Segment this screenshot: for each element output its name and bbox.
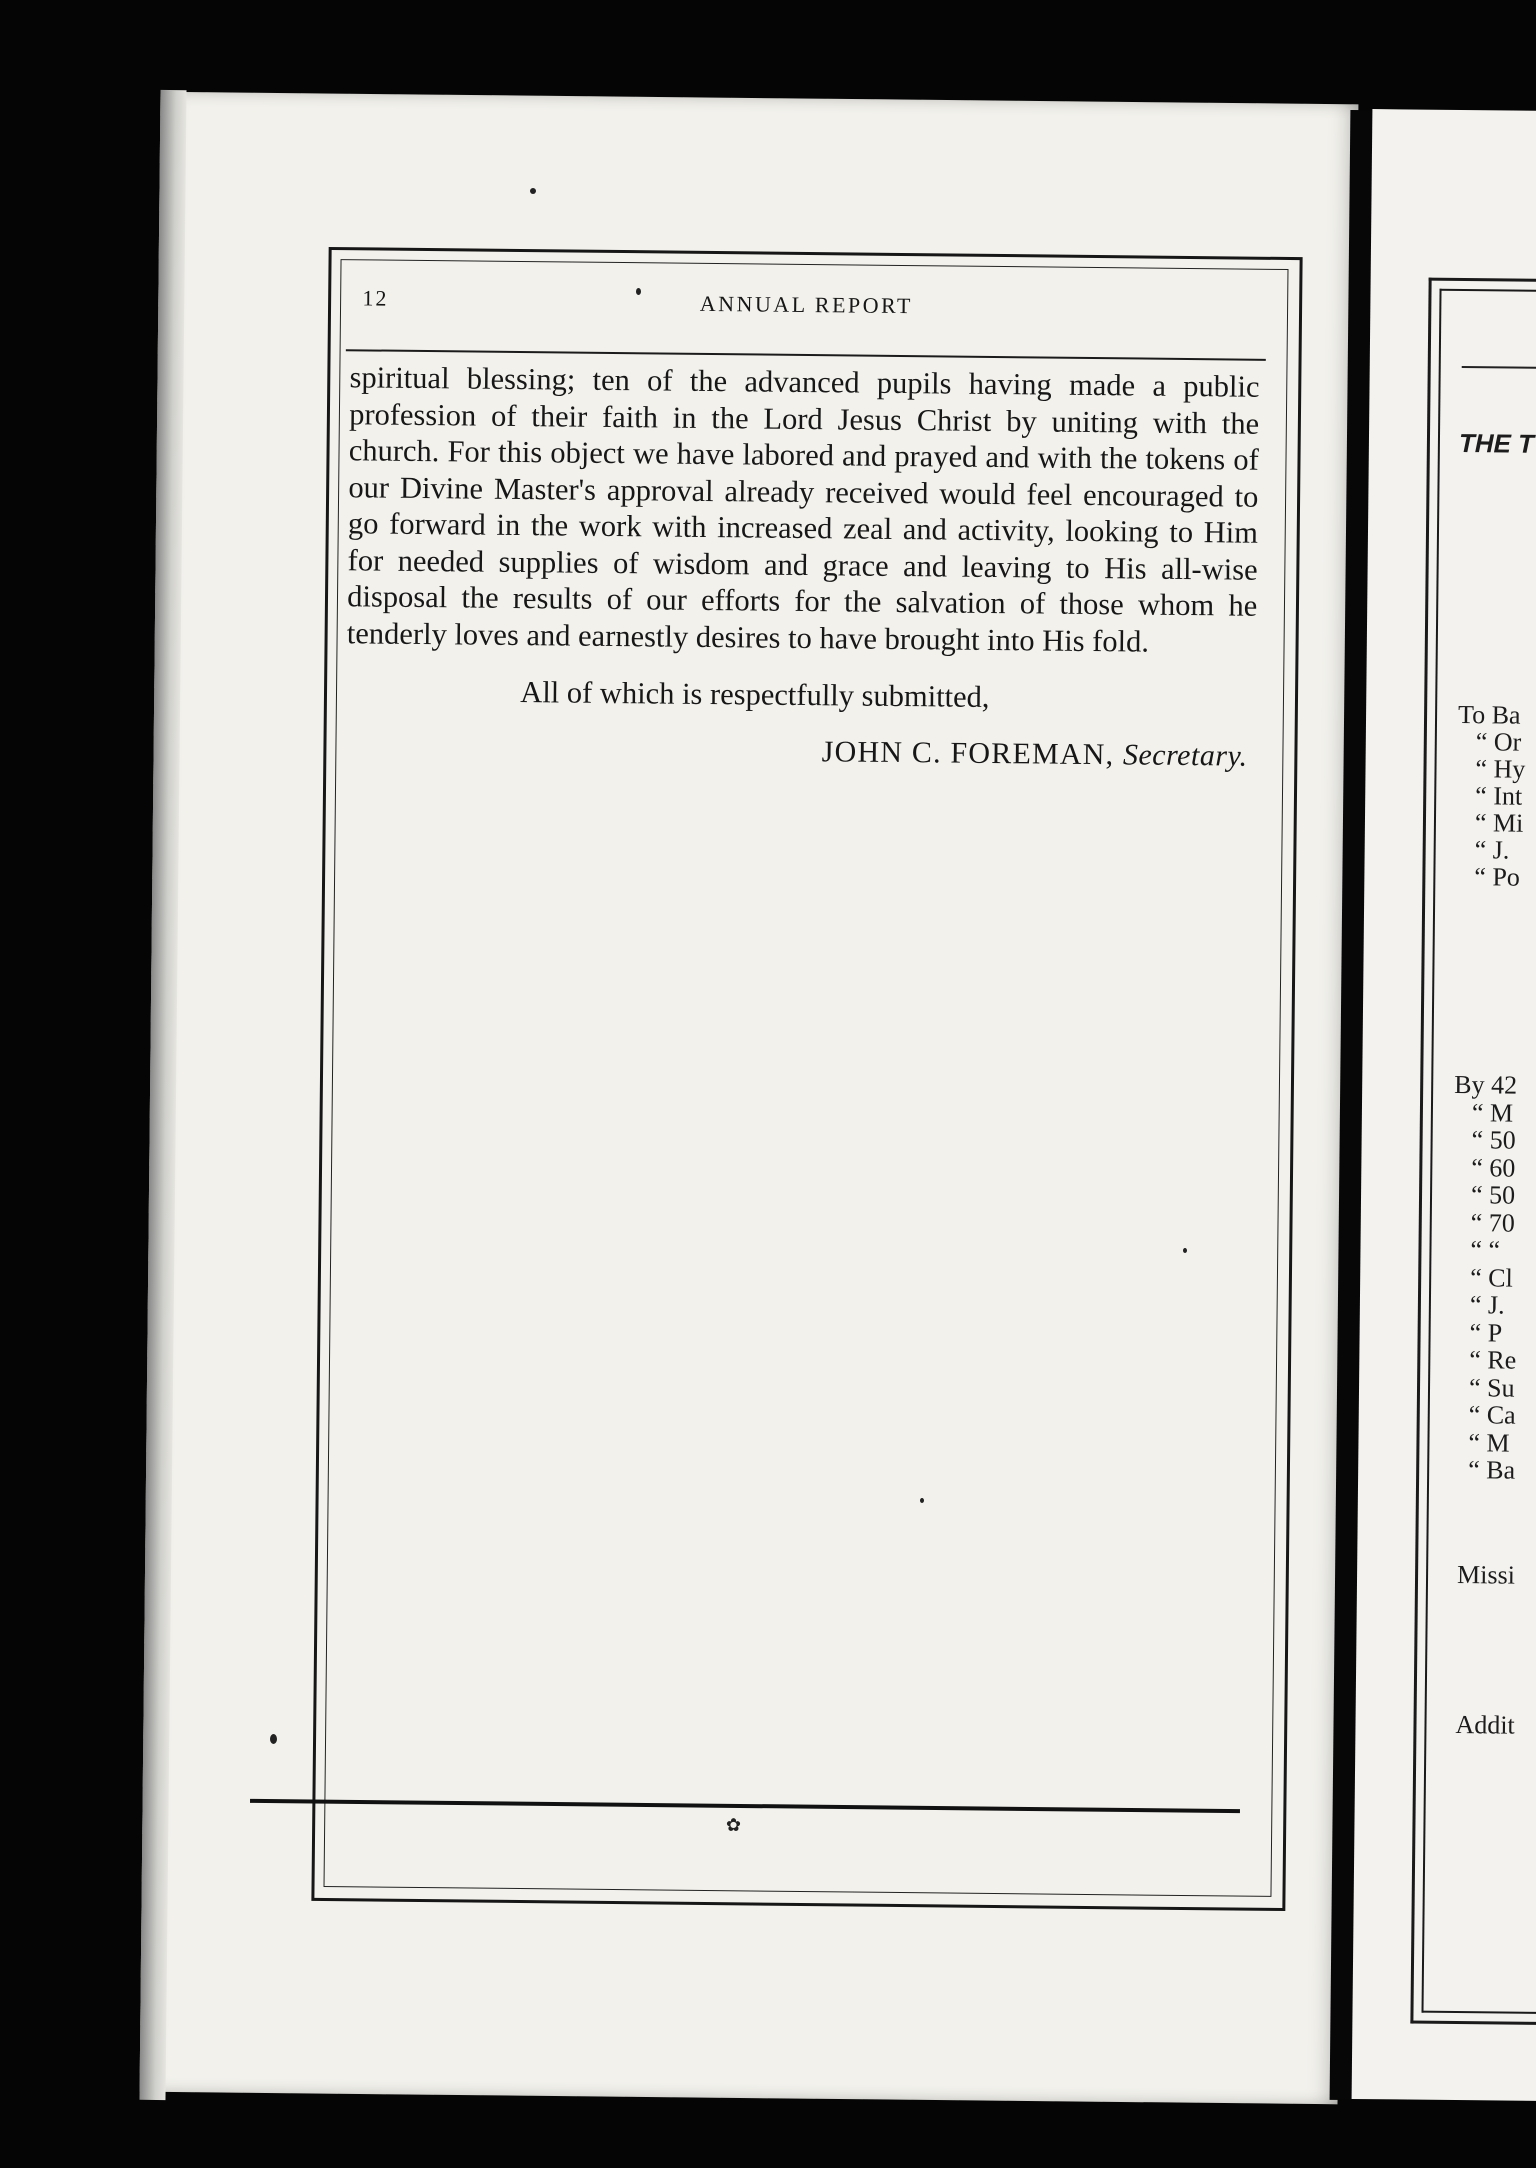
closing-line: All of which is respectfully submitted, [520, 675, 990, 714]
facing-page-ledger-line-b-4: “ 60 [1471, 1152, 1516, 1183]
facing-page-ledger-line-b-5: “ 50 [1470, 1180, 1516, 1210]
facing-page-ledger-line-a-4: “ Int [1475, 781, 1523, 811]
facing-page-ledger-line-a-7: “ Po [1474, 862, 1521, 892]
facing-page-ledger-line-b-13: “ Ca [1468, 1400, 1516, 1430]
scan-speck [530, 188, 536, 194]
facing-page-ledger-line-b-6: “ 70 [1470, 1207, 1515, 1238]
facing-page-line-missi: Missi [1456, 1560, 1516, 1590]
facing-page-ledger-line-b-14: “ M [1468, 1427, 1510, 1458]
facing-page-ledger-line-b-1: By 42 [1454, 1069, 1518, 1100]
page-header [346, 285, 1266, 341]
facing-page-ledger-line-b-9: “ J. [1469, 1290, 1505, 1320]
facing-page-heading: THE T [1458, 427, 1535, 459]
facing-page-ledger-line-a-5: “ Mi [1474, 808, 1524, 838]
facing-page-ledger-line-a-1: To Ba [1457, 699, 1521, 730]
body-paragraph: spiritual blessing; ten of the advanced pupils having made a public profession of their faith in the Lord Jesus Christ by uniting with the church. For this object we have labored and prayed and with the tokens of our Divine Master's approval already received would feel encouraged to go forward in the work with increased zeal and activity, looking to Him for needed supplies of wisdom and grace and leaving to His all-wise disposal the results of our efforts for the salvation of those whom he tenderly loves and earnestly desires to have brought into His fold. [346, 360, 1260, 659]
signature-title: Secretary. [1122, 738, 1248, 773]
running-head: ANNUAL REPORT [699, 290, 914, 319]
facing-page-ledger-line-a-3: “ Hy [1475, 754, 1526, 784]
facing-page-ledger-line-b-15: “ Ba [1468, 1455, 1516, 1485]
facing-page-ledger-line-a-6: “ J. [1474, 835, 1510, 865]
facing-page-ledger-line-b-11: “ Re [1469, 1345, 1517, 1375]
facing-page-ledger-line-b-3: “ 50 [1471, 1125, 1516, 1155]
facing-page-line-addit: Addit [1455, 1710, 1515, 1740]
scan-speck [1183, 1248, 1187, 1253]
page-content [342, 285, 1267, 774]
scan-speck [270, 1734, 277, 1744]
facing-page-ledger-line-b-10: “ P [1469, 1317, 1503, 1347]
signature-name: JOHN C. FOREMAN, [821, 735, 1115, 772]
facing-page-ledger-line-b-7: “ “ [1470, 1235, 1501, 1265]
facing-page-ledger-line-a-2: “ Or [1475, 727, 1522, 757]
facing-page-ledger-line-b-12: “ Su [1468, 1372, 1515, 1403]
scan-speck [920, 1498, 924, 1503]
facing-page-ledger-line-b-2: “ M [1471, 1097, 1514, 1128]
header-rule [346, 349, 1266, 361]
printer-ornament-icon: ✿ [725, 1814, 742, 1837]
facing-page [1352, 109, 1536, 2101]
scan-speck [636, 288, 641, 295]
facing-page-ledger-line-b-8: “ Cl [1470, 1262, 1513, 1293]
page-number: 12 [362, 285, 389, 311]
